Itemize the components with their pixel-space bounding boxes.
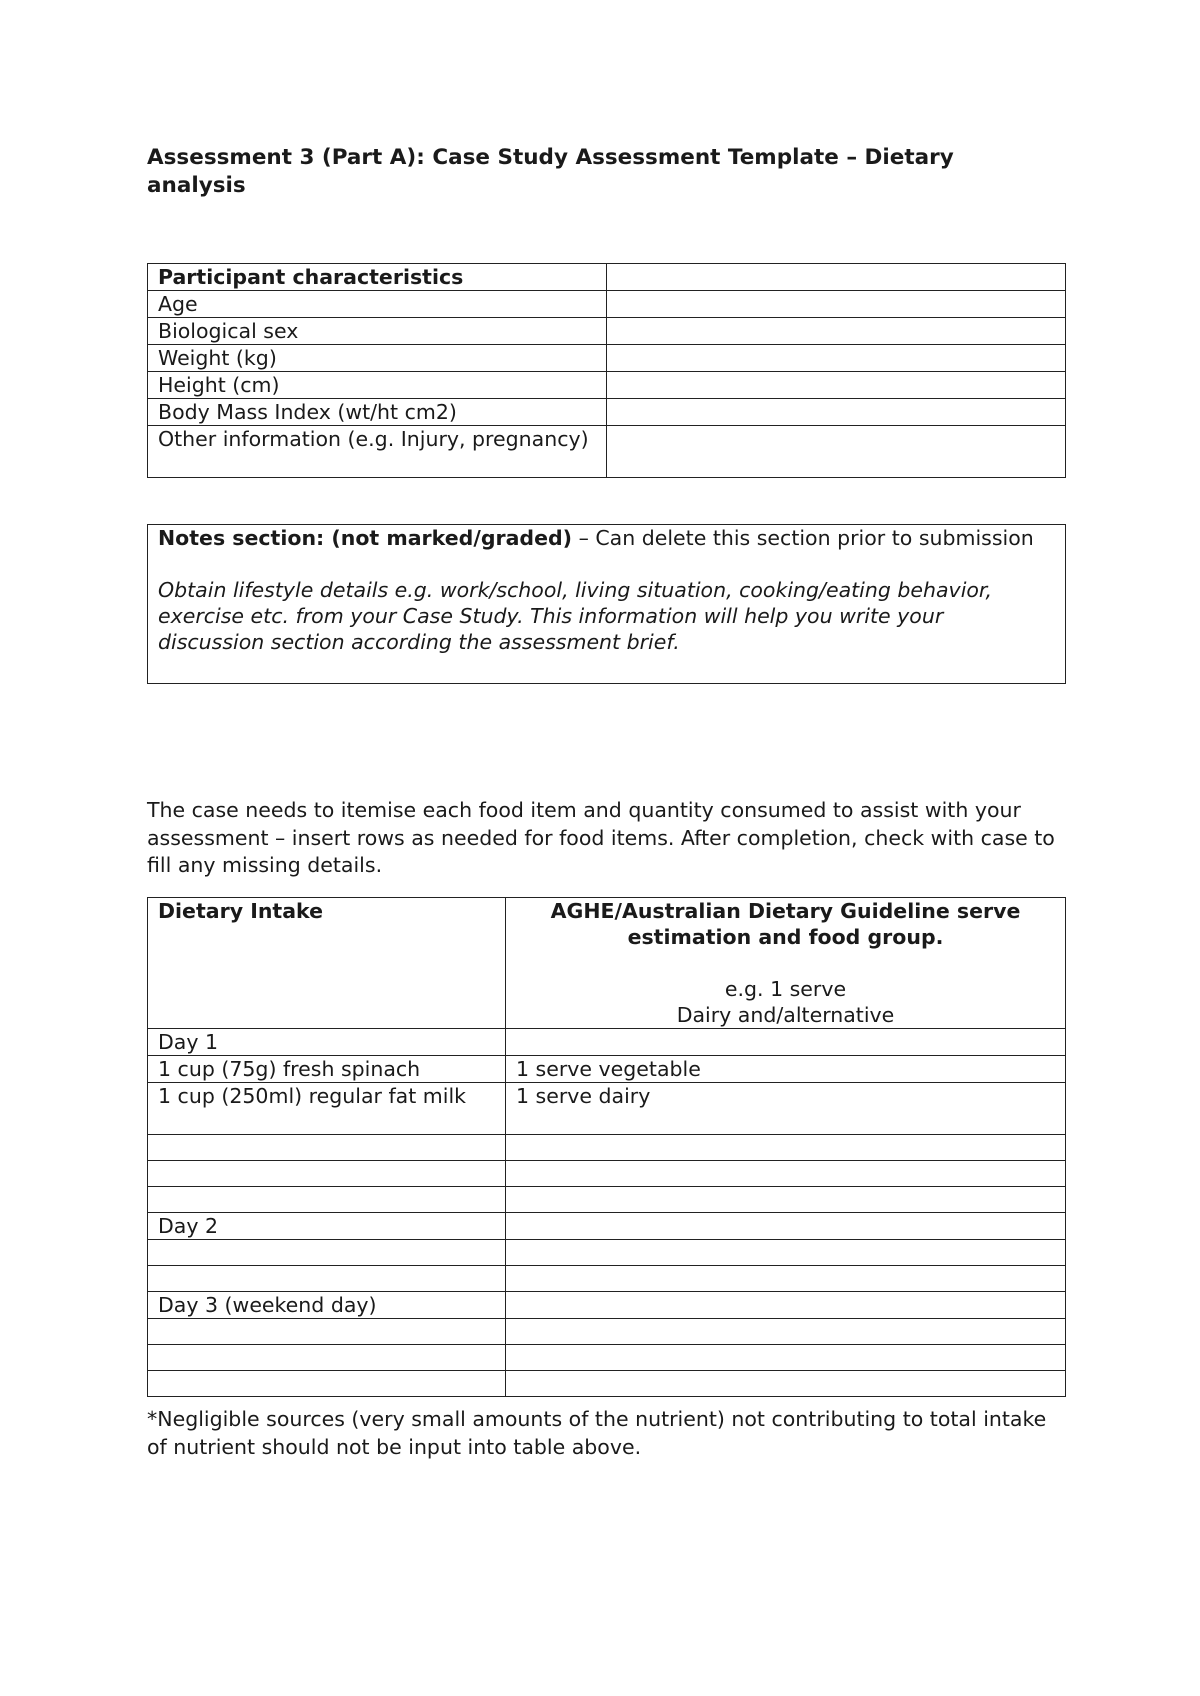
participant-label-other: Other information (e.g. Injury, pregnancy)	[148, 426, 607, 478]
notes-body: Obtain lifestyle details e.g. work/school, living situation, cooking/eating behavior, exercise etc. from your Case Study. This information will help you write your discussion section according the assessment brief.	[158, 578, 992, 654]
intake-col2-header-cell	[506, 898, 1066, 1029]
footnote: *Negligible sources (very small amounts of the nutrient) not contributing to total intake of nutrient should not be input into table above.	[147, 1407, 1047, 1459]
intake-serve-cell[interactable]	[506, 1266, 1066, 1292]
intake-food-cell[interactable]	[148, 1161, 506, 1187]
participant-value-cell[interactable]	[607, 264, 1066, 291]
intake-col1-header: Dietary Intake	[148, 898, 506, 1029]
participant-value-height[interactable]	[607, 372, 1066, 399]
table-row	[148, 264, 1066, 291]
intake-food-cell[interactable]	[148, 1187, 506, 1213]
intake-food-cell[interactable]	[148, 1345, 506, 1371]
intake-food-cell[interactable]	[148, 1266, 506, 1292]
intake-serve-cell[interactable]	[506, 1240, 1066, 1266]
table-row	[148, 1161, 1066, 1187]
participant-value-bmi[interactable]	[607, 399, 1066, 426]
participant-table-header: Participant characteristics	[148, 264, 607, 291]
table-row	[148, 1345, 1066, 1371]
intake-example-line1: e.g. 1 serve	[724, 977, 847, 1001]
table-row	[148, 1083, 1066, 1135]
participant-label-sex: Biological sex	[148, 318, 607, 345]
table-row	[148, 426, 1066, 478]
intake-serve-cell[interactable]	[506, 1345, 1066, 1371]
intake-serve-cell[interactable]	[506, 1187, 1066, 1213]
intake-col2-header: AGHE/Australian Dietary Guideline serve estimation and food group.	[550, 899, 1021, 949]
table-row	[148, 372, 1066, 399]
notes-heading: Notes section: (not marked/graded)	[158, 526, 573, 550]
participant-value-weight[interactable]	[607, 345, 1066, 372]
page-title: Assessment 3 (Part A): Case Study Assessment Template – Dietary analysis	[147, 145, 954, 198]
intake-serve-cell[interactable]	[506, 1029, 1066, 1056]
table-row	[148, 1056, 1066, 1083]
participant-value-age[interactable]	[607, 291, 1066, 318]
intake-serve-cell[interactable]	[506, 1213, 1066, 1240]
dietary-intake-table	[147, 897, 1066, 1397]
table-row	[148, 1371, 1066, 1397]
table-row	[148, 345, 1066, 372]
notes-heading-rest: – Can delete this section prior to submission	[572, 526, 1034, 550]
table-header-row	[148, 898, 1066, 1029]
intake-serve-cell[interactable]	[506, 1135, 1066, 1161]
intake-serve-cell[interactable]: 1 serve vegetable	[506, 1056, 1066, 1083]
table-row	[148, 1266, 1066, 1292]
participant-value-other[interactable]	[607, 426, 1066, 478]
intake-serve-cell[interactable]: 1 serve dairy	[506, 1083, 1066, 1135]
notes-heading-line	[158, 525, 1055, 551]
intake-food-cell[interactable]	[148, 1240, 506, 1266]
table-row	[148, 1187, 1066, 1213]
table-row	[148, 399, 1066, 426]
table-row	[148, 318, 1066, 345]
intake-food-cell[interactable]	[148, 1319, 506, 1345]
intake-food-cell[interactable]: Day 3 (weekend day)	[148, 1292, 506, 1319]
table-row	[148, 1135, 1066, 1161]
intake-food-cell[interactable]: Day 1	[148, 1029, 506, 1056]
participant-label-bmi: Body Mass Index (wt/ht cm2)	[148, 399, 607, 426]
notes-section	[147, 524, 1066, 684]
intake-serve-cell[interactable]	[506, 1161, 1066, 1187]
participant-value-sex[interactable]	[607, 318, 1066, 345]
intake-serve-cell[interactable]	[506, 1319, 1066, 1345]
intake-food-cell[interactable]: Day 2	[148, 1213, 506, 1240]
table-row	[148, 291, 1066, 318]
table-row	[148, 1240, 1066, 1266]
intake-food-cell[interactable]	[148, 1371, 506, 1397]
participant-label-height: Height (cm)	[148, 372, 607, 399]
intake-serve-cell[interactable]	[506, 1371, 1066, 1397]
intake-food-cell[interactable]	[148, 1135, 506, 1161]
intake-food-cell[interactable]: 1 cup (75g) fresh spinach	[148, 1056, 506, 1083]
intake-food-cell[interactable]: 1 cup (250ml) regular fat milk	[148, 1083, 506, 1135]
participant-label-weight: Weight (kg)	[148, 345, 607, 372]
table-row	[148, 1319, 1066, 1345]
table-row	[148, 1213, 1066, 1240]
table-row	[148, 1292, 1066, 1319]
intake-serve-cell[interactable]	[506, 1292, 1066, 1319]
intake-example-line2: Dairy and/alternative	[676, 1003, 895, 1027]
participant-label-age: Age	[148, 291, 607, 318]
instructions-paragraph: The case needs to itemise each food item and quantity consumed to assist with your assessment – insert rows as needed for food items. After completion, check with case to fill any missing details.	[147, 798, 1055, 877]
participant-characteristics-table	[147, 263, 1066, 478]
table-row	[148, 1029, 1066, 1056]
